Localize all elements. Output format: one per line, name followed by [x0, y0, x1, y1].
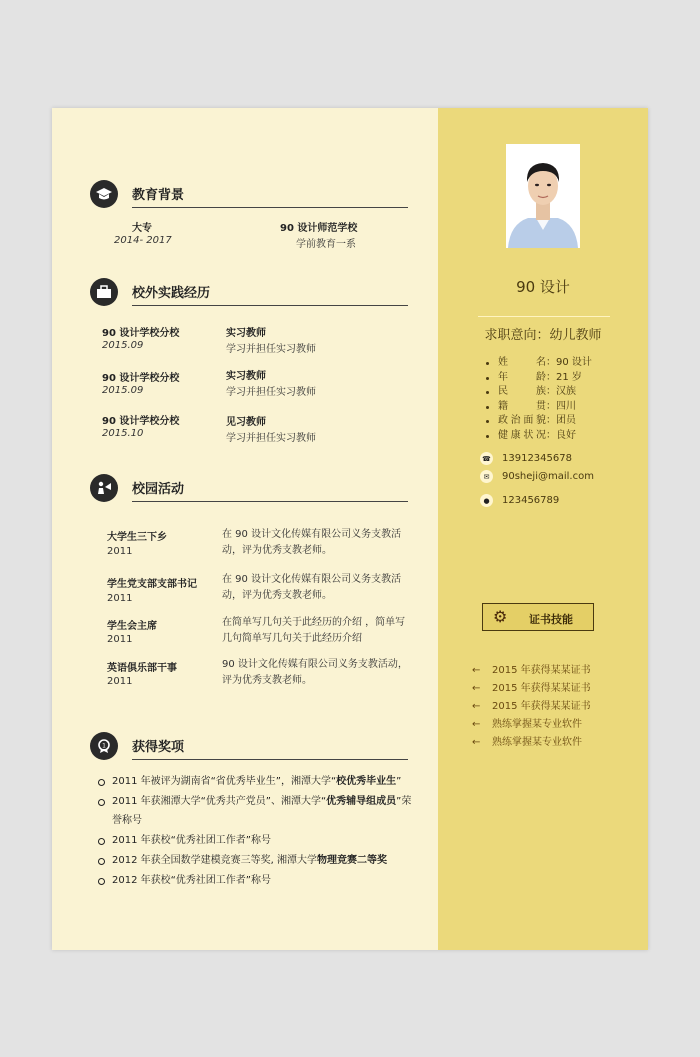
list-item: ← 2015 年获得某某证书: [472, 662, 591, 680]
practice-role: 实习教师: [226, 371, 266, 382]
list-item: ← 熟练掌握某专业软件: [472, 734, 591, 752]
divider: [132, 305, 408, 306]
list-item: 2012 年获校“优秀社团工作者”称号: [112, 871, 412, 890]
right-column: [438, 108, 648, 950]
practice-date: 2015.09: [102, 385, 144, 396]
edu-school: 90 设计师范学校: [280, 223, 358, 234]
list-item: ← 2015 年获得某某证书: [472, 698, 591, 716]
list-item: 2011 年被评为湖南省“省优秀毕业生”，湘潭大学“校优秀毕业生”: [112, 772, 412, 791]
list-item: 姓名：90 设计: [498, 356, 592, 371]
list-item: 2012 年获全国数学建模竞赛三等奖, 湘潭大学物理竞赛二等奖: [112, 851, 412, 870]
profile-name: 90 设计: [516, 278, 570, 296]
list-item: ← 2015 年获得某某证书: [472, 680, 591, 698]
mail-icon: ✉: [480, 470, 493, 483]
practice-title: 校外实践经历: [132, 286, 211, 301]
avatar: [506, 144, 580, 248]
education-title: 教育背景: [132, 188, 185, 203]
practice-date: 2015.10: [102, 428, 144, 439]
list-item: 民族：汉族: [498, 385, 592, 400]
divider: [132, 501, 408, 502]
briefcase-icon: [90, 278, 118, 306]
divider: [132, 759, 408, 760]
phone-icon: ☎: [480, 452, 493, 465]
practice-org: 90 设计学校分校: [102, 373, 180, 384]
campus-role: 学生会主席: [107, 621, 157, 632]
practice-desc: 学习并担任实习教师: [226, 433, 316, 444]
email-contact: ✉ 90sheji@mail.com: [502, 471, 594, 482]
practice-date: 2015.09: [102, 340, 144, 351]
list-item: 年龄：21 岁: [498, 371, 592, 386]
arrow-left-icon: ←: [472, 737, 481, 748]
campus-title: 校园活动: [132, 482, 185, 497]
activity-icon: [90, 474, 118, 502]
practice-org: 90 设计学校分校: [102, 416, 180, 427]
qq-icon: ●: [480, 494, 493, 507]
campus-year: 2011: [107, 546, 133, 557]
edu-period: 2014- 2017: [114, 235, 172, 246]
edu-major: 学前教育一系: [296, 239, 356, 250]
campus-desc: 90 设计文化传媒有限公司义务支教活动，评为优秀支教老师。: [222, 659, 408, 686]
certificates-header: ⚙ 证书技能: [482, 603, 594, 631]
gear-icon: ⚙: [493, 607, 508, 626]
campus-role: 学生党支部支部书记: [107, 579, 197, 590]
practice-desc: 学习并担任实习教师: [226, 344, 316, 355]
list-item: 政治面貌：团员: [498, 414, 592, 429]
phone-contact: ☎ 13912345678: [502, 453, 572, 464]
arrow-left-icon: ←: [472, 683, 481, 694]
list-item: 籍贯：四川: [498, 400, 592, 415]
divider: [132, 207, 408, 208]
practice-role: 见习教师: [226, 417, 266, 428]
list-item: ← 熟练掌握某专业软件: [472, 716, 591, 734]
resume-page: [52, 108, 648, 950]
list-item: 2011 年获校“优秀社团工作者”称号: [112, 831, 412, 850]
arrow-left-icon: ←: [472, 665, 481, 676]
campus-role: 大学生三下乡: [107, 532, 167, 543]
campus-year: 2011: [107, 676, 133, 687]
campus-year: 2011: [107, 593, 133, 604]
awards-list: [112, 772, 412, 891]
job-intent: 求职意向：幼儿教师: [484, 328, 602, 343]
qq-contact: ● 123456789: [502, 495, 559, 506]
campus-year: 2011: [107, 634, 133, 645]
edu-degree: 大专: [132, 223, 152, 234]
svg-text:1: 1: [102, 742, 106, 750]
campus-desc: 在 90 设计文化传媒有限公司义务支教活动，评为优秀支教老师。: [222, 574, 402, 601]
practice-org: 90 设计学校分校: [102, 328, 180, 339]
campus-role: 英语俱乐部干事: [107, 663, 177, 674]
awards-title: 获得奖项: [132, 740, 185, 755]
practice-role: 实习教师: [226, 328, 266, 339]
award-medal-icon: [90, 732, 118, 760]
left-column: [52, 108, 438, 950]
arrow-left-icon: ←: [472, 719, 481, 730]
graduation-cap-icon: [90, 180, 118, 208]
practice-desc: 学习并担任实习教师: [226, 387, 316, 398]
certificates-list: [472, 662, 591, 752]
list-item: 2011 年获湘潭大学“优秀共产党员”、湘潭大学“优秀辅导组成员”荣誉称号: [112, 792, 412, 830]
arrow-left-icon: ←: [472, 701, 481, 712]
campus-desc: 在简单写几句关于此经历的介绍 ，简单写几句简单写几句关于此经历介绍: [222, 617, 406, 644]
divider: [478, 316, 610, 317]
personal-info-list: [498, 356, 592, 443]
list-item: 健康状况：良好: [498, 429, 592, 444]
campus-desc: 在 90 设计文化传媒有限公司义务支教活动，评为优秀支教老师。: [222, 529, 402, 556]
